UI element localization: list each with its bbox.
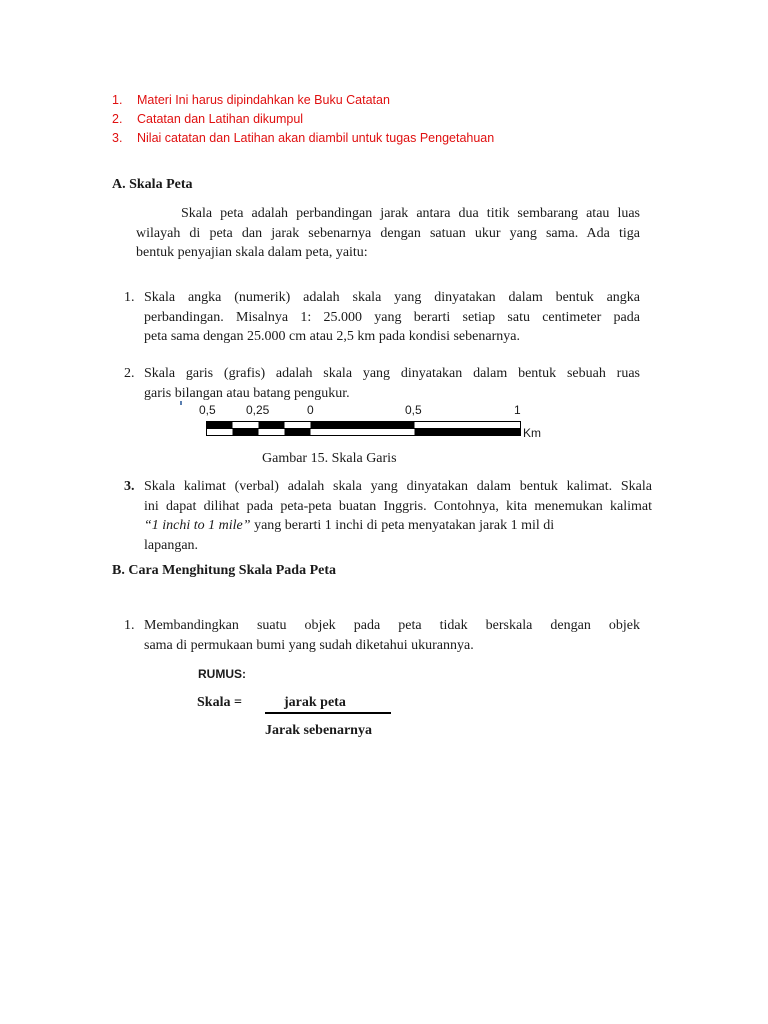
verbal-scale-quote: “1 inchi to 1 mile” xyxy=(144,518,251,533)
list-item-3: 3. Skala kalimat (verbal) adalah skala yang dinyatakan dalam bentuk kalimat. Skala ini dapat dilihat pada peta-peta buatan Inggris. Contohnya, kita menemukan kalimat “1 inchi to 1 mile” yang berarti 1 inchi di peta menyatakan jarak 1 mil di lapangan. xyxy=(124,479,652,553)
tick-mark xyxy=(180,401,182,405)
note-item: 3. Nilai catatan dan Latihan akan diambil untuk tugas Pengetahuan xyxy=(112,131,495,145)
scale-label: 0,5 xyxy=(199,403,216,417)
note-item: 1. Materi Ini harus dipindahkan ke Buku Catatan xyxy=(112,93,390,107)
section-b-item-1: 1. Membandingkan suatu objek pada peta tidak berskala dengan objek sama di permukaan bumi yang sudah diketahui ukurannya. xyxy=(124,618,640,653)
scale-label: 0 xyxy=(307,403,314,417)
fraction-line xyxy=(265,712,391,714)
list-item-2: 2. Skala garis (grafis) adalah skala yang dinyatakan dalam bentuk sebuah ruas garis bilangan atau batang pengukur. xyxy=(124,366,640,401)
notes-list xyxy=(112,93,494,150)
rumus-label: RUMUS: xyxy=(198,667,246,681)
scale-bar-graphic xyxy=(206,421,522,437)
figure-caption: Gambar 15. Skala Garis xyxy=(262,451,397,466)
scale-label: 0,5 xyxy=(405,403,422,417)
section-a-heading: A. Skala Peta xyxy=(112,177,193,192)
intro-line: Skala peta adalah perbandingan jarak antara dua titik sembarang atau luas xyxy=(181,206,640,221)
scale-label: 0,25 xyxy=(246,403,270,417)
scale-unit: Km xyxy=(523,426,541,440)
intro-line: wilayah di peta dan jarak sebenarnya dengan satuan ukur yang sama. Ada tiga xyxy=(136,225,640,241)
intro-line: bentuk penyajian skala dalam peta, yaitu: xyxy=(136,245,368,260)
section-a-intro xyxy=(136,204,640,263)
section-b-heading: B. Cara Menghitung Skala Pada Peta xyxy=(112,563,337,578)
formula-denominator: Jarak sebenarnya xyxy=(265,723,372,738)
formula-numerator: jarak peta xyxy=(284,695,346,710)
list-item-1: 1. Skala angka (numerik) adalah skala yang dinyatakan dalam bentuk angka perbandingan. Misalnya 1: 25.000 yang berarti setiap satu centimeter pada peta sama dengan 25.000 cm atau 2,5 km pada kondisi sebenarnya. xyxy=(124,290,640,344)
note-item: 2. Catatan dan Latihan dikumpul xyxy=(112,112,304,126)
scale-label: 1 xyxy=(514,403,521,417)
scale-bar-figure xyxy=(180,401,580,443)
formula-lhs: Skala = xyxy=(197,695,242,710)
